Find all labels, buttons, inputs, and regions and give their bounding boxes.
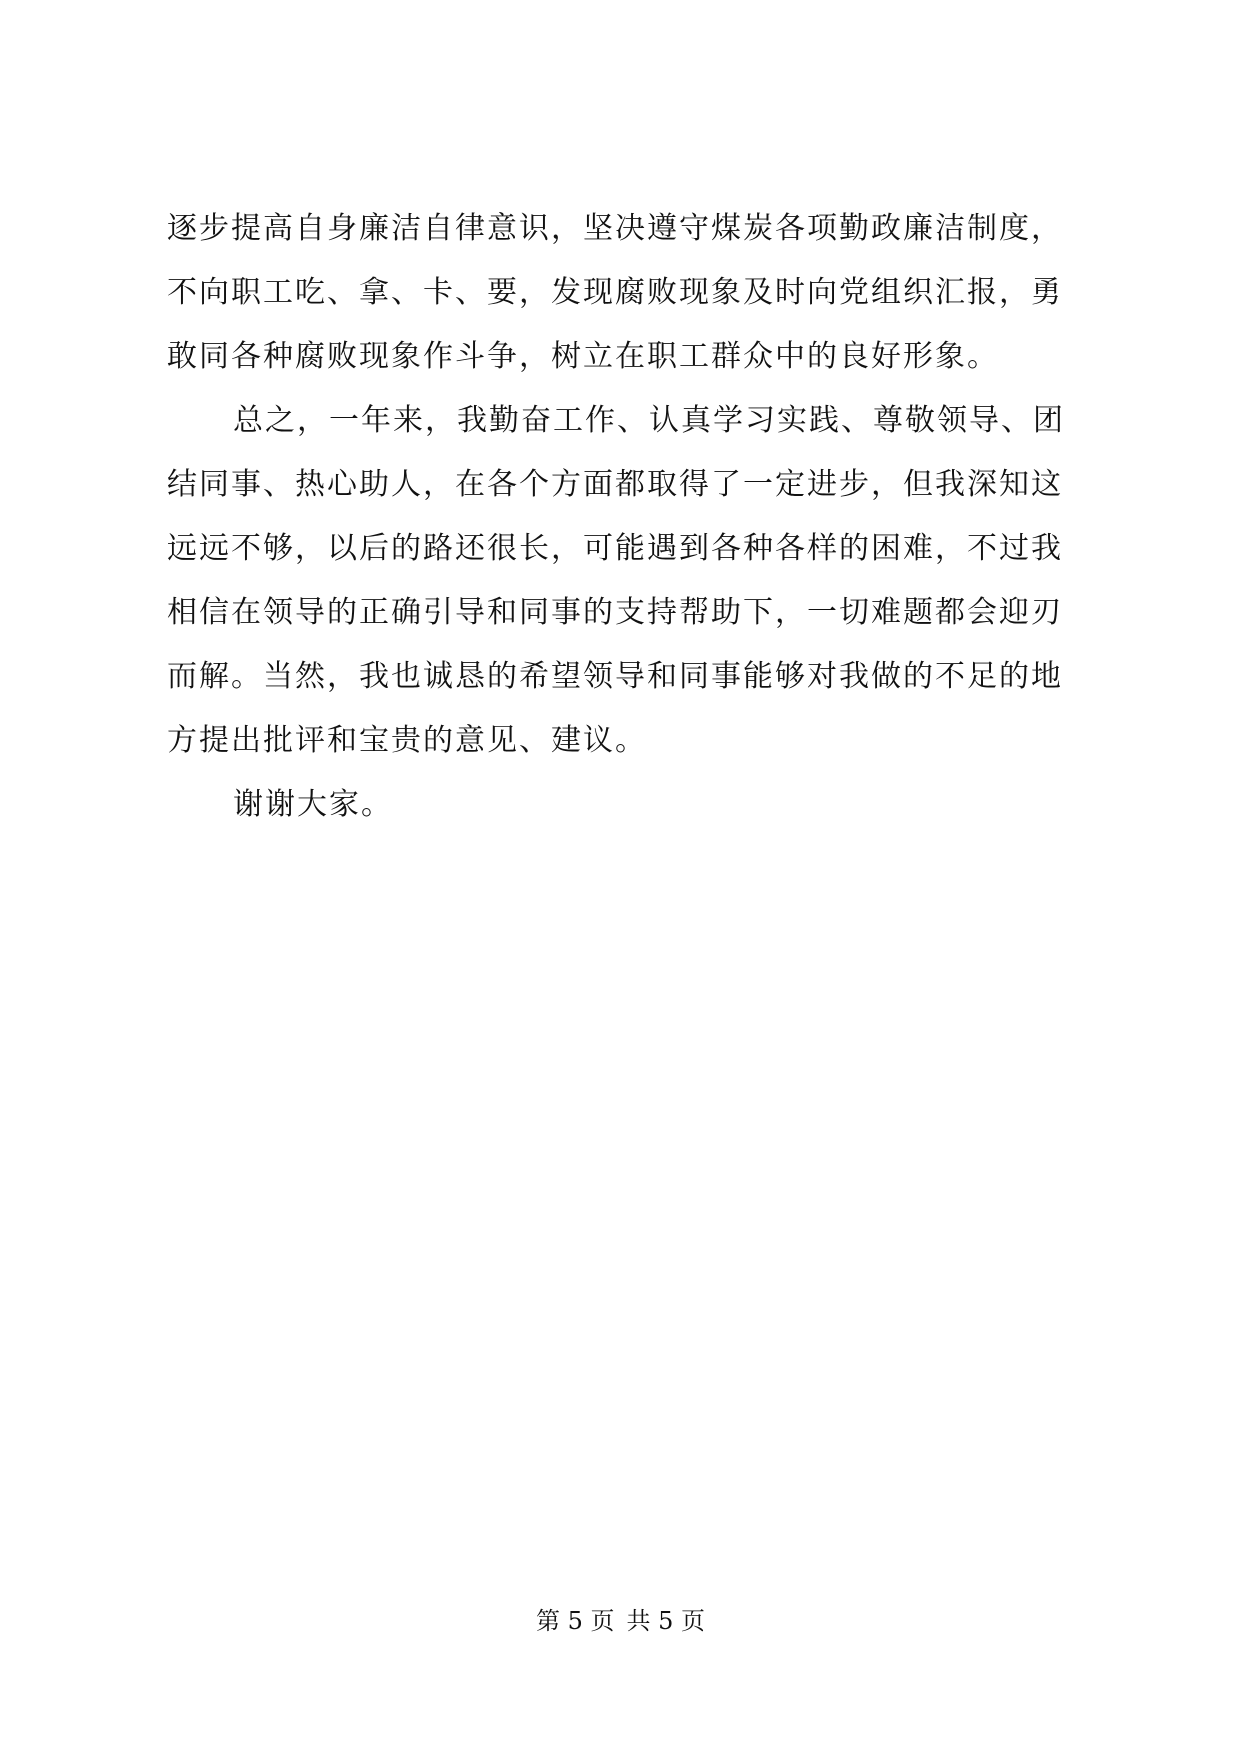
text-line: 谢谢大家。: [233, 787, 393, 822]
paragraph-1: [167, 197, 1087, 389]
page-footer: [0, 1605, 1241, 1637]
text-line: 逐步提高自身廉洁自律意识，坚决遵守煤炭各项勤政廉洁制度，: [167, 211, 1063, 246]
paragraph-2: [167, 389, 1087, 773]
text-line: 敢同各种腐败现象作斗争，树立在职工群众中的良好形象。: [167, 339, 999, 374]
text-line: 而解。当然，我也诚恳的希望领导和同事能够对我做的不足的地: [167, 659, 1063, 694]
text-line: 总之，一年来，我勤奋工作、认真学习实践、尊敬领导、团: [233, 403, 1065, 438]
document-body: [167, 197, 1087, 837]
text-line: 远远不够，以后的路还很长，可能遇到各种各样的困难，不过我: [167, 531, 1063, 566]
text-line: 方提出批评和宝贵的意见、建议。: [167, 723, 647, 758]
text-line: 相信在领导的正确引导和同事的支持帮助下，一切难题都会迎刃: [167, 595, 1063, 630]
text-line: 不向职工吃、拿、卡、要，发现腐败现象及时向党组织汇报，勇: [167, 275, 1063, 310]
page-number-label: 第 5 页: [535, 1607, 615, 1635]
total-pages-label: 共 5 页: [626, 1607, 706, 1635]
text-line: 结同事、热心助人，在各个方面都取得了一定进步，但我深知这: [167, 467, 1063, 502]
paragraph-3: [167, 773, 1087, 837]
